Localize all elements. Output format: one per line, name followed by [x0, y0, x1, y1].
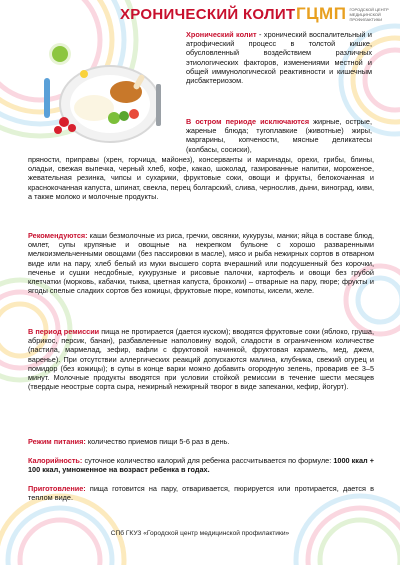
remission-term: В период ремиссии — [28, 327, 100, 336]
food-plate-illustration — [44, 34, 168, 152]
remission-paragraph — [28, 327, 374, 391]
acute-paragraph-continued — [28, 155, 374, 201]
calories-paragraph — [28, 456, 374, 474]
recommended-term: Рекомендуются: — [28, 231, 88, 240]
calories-formula: 1000 ккал + 100 ккал, умноженное на возраст ребенка в годах. — [28, 456, 375, 475]
calories-text: суточное количество калорий для ребенка рассчитывается по формуле: — [82, 456, 334, 465]
acute-term: В остром периоде исключаются — [186, 117, 310, 126]
remission-text: пища не протирается (дается куском); вводятся фруктовые соки (яблоко, груша, абрикос, персик, банан), разбавленные наполовину водой, сладости в ограниченном количестве (пастила, мармелад, зефир, вафли с фруктовой начинкой, фруктовая карамель, мед, джем, варенье). При отсутствии аллергических реакций допускаются малина, клубника, свежий огурец и помидор (без кожицы); в супы в конце варки можно добавить огородную зелень, проварив ее 3–5 минут. Молочные продукты вводятся при условии стойкой ремиссии в течение шести месяцев (твердые неострые сорта сыра, нежирный нежирный творог в виде запеканки, кефир, йогурт). — [28, 327, 374, 392]
acute-paragraph-top — [186, 117, 372, 154]
logo-subtitle: ГОРОДСКОЙ ЦЕНТР МЕДИЦИНСКОЙ ПРОФИЛАКТИКИ — [349, 6, 389, 22]
recommended-text: каши безмолочные из риса, гречки, овсянки, кукурузы, манки; яйца в составе блюд, омлет, супы крупяные и овощные на некрепком бульоне с хорошо разваренными мелкоизмельченными овощами (без пассировки в масле), мясо и рыба нежирных сортов в отварном виде или на пару, хлеб белый из муки высшего сорта вчерашний или подсушенный без корочки, печенье и сушки несдобные, кукурузные и рисовые палочки, картофель и овощи без грубой клетчатки (морковь, кабачки, тыква, цветная капуста, брокколи) – отварные на пару, пюре; фрукты и ягоды спелые сладких сортов без кожицы, фруктовые пюре, компоты, кисели, желе. — [28, 231, 374, 296]
calories-term: Калорийность: — [28, 456, 83, 465]
recommended-paragraph — [28, 231, 374, 295]
acute-text-continued: пряности, приправы (хрен, горчица, майонез), консерванты и маринады, орехи, грибы, блины, оладьи, свежая выпечка, черный хлеб, кофе, какао, шоколад, газированные напитки, мороженое, жевательная резинка, чипсы и сухарики, фруктовые соки, овощи и фрукты, белокочанная и краснокочанная капуста, шпинат, свекла, перец болгарский, слива, чернослив, дыни, виноград, киви, а также молоко и молочные продукты. — [28, 155, 374, 201]
regime-paragraph — [28, 437, 374, 446]
intro-paragraph — [186, 30, 372, 85]
intro-term: Хронический колит — [186, 30, 257, 39]
preparation-paragraph — [28, 484, 374, 502]
intro-text: - хронический воспалительный и атрофический процесс в толстой кишке, обусловленный воздействием различных этиологических факторов, изменениями местной и общей иммунологической реактивности и кишечным дисбактериозом. — [186, 30, 373, 86]
regime-term: Режим питания: — [28, 437, 86, 446]
regime-text: количество приемов пищи 5-6 раз в день. — [85, 437, 230, 446]
organization-logo — [296, 4, 397, 24]
preparation-text: пища готовится на пару, отваривается, пюрируется или протирается, дается в теплом виде. — [28, 484, 374, 503]
acute-text-top: жирные, острые, жареные блюда; тугоплавкие (животные) жиры, маргарины, копчености, мясные деликатесы (колбасы, сосиски), — [186, 117, 372, 154]
footer-organization: СПб ГКУЗ «Городской центр медицинской профилактики» — [110, 530, 290, 537]
preparation-term: Приготовление: — [28, 484, 86, 493]
logo-mark: ГЦМП — [296, 4, 347, 23]
page-title: ХРОНИЧЕСКИЙ КОЛИТ — [120, 6, 296, 23]
